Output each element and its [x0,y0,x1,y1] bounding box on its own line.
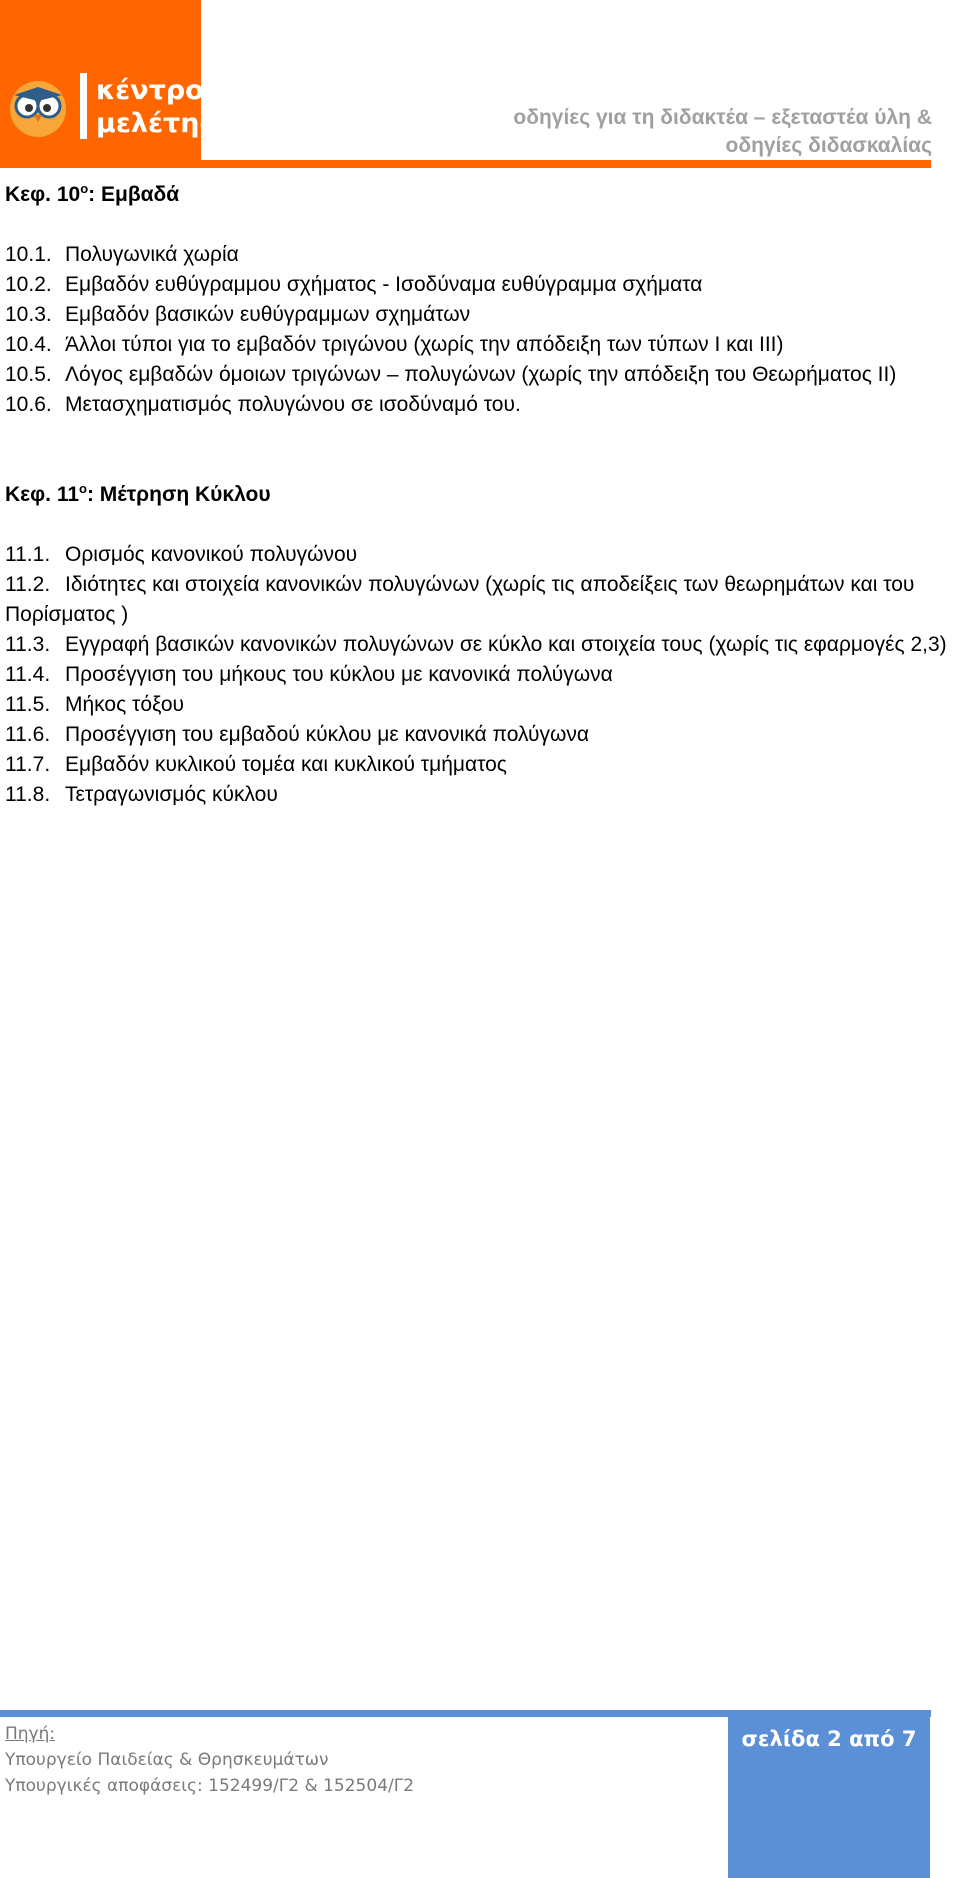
chapter-10-title-sup: ο [80,181,89,196]
item-number: 10.2. [5,273,52,296]
item-number: 10.4. [5,333,52,356]
item-number: 11.5. [5,693,51,716]
header-divider [0,160,931,168]
chapter-11-title-suffix: : Μέτρηση Κύκλου [86,483,271,506]
logo-divider [80,73,87,139]
chapter-10-list [5,240,955,420]
chapter-10-title [5,174,955,210]
item-text: Μετασχηματισμός πολυγώνου σε ισοδύναμό του. [65,393,521,416]
footer-source [5,1721,414,1799]
list-item [5,660,955,690]
item-text: Εμβαδόν κυκλικού τομέα και κυκλικού τμήματος [65,753,507,776]
chapter-11-title [5,474,955,510]
logo-line-1: κέντρο [96,75,204,106]
item-text: Εμβαδόν ευθύγραμμου σχήματος - Ισοδύναμα ευθύγραμμα σχήματα [65,273,703,296]
list-item [5,300,955,330]
list-item [5,630,955,660]
list-item [5,240,955,270]
item-text: Ορισμός κανονικού πολυγώνου [65,543,358,566]
list-item [5,540,955,570]
list-item [5,360,955,390]
chapter-10-title-suffix: : Εμβαδά [88,183,180,206]
chapter-11-title-sup: ο [79,481,87,496]
item-number: 11.8. [5,783,51,806]
item-text: Λόγος εμβαδών όμοιων τριγώνων – πολυγώνων (χωρίς την απόδειξη του Θεωρήματος ΙΙ) [65,363,897,386]
logo-line-2: μελέτης [96,108,216,139]
header-caption-line-1: οδηγίες για τη διδακτέα – εξεταστέα ύλη & [513,106,932,129]
item-number: 11.7. [5,753,51,776]
item-text: Άλλοι τύποι για το εμβαδόν τριγώνου (χωρίς την απόδειξη των τύπων Ι και ΙΙΙ) [65,333,784,356]
list-item [5,330,955,360]
item-text: Τετραγωνισμός κύκλου [65,783,278,806]
item-text: Μήκος τόξου [65,693,185,716]
item-number: 11.6. [5,723,51,746]
page-number-box [728,1717,930,1878]
item-number: 11.2. [5,573,51,596]
document-body [5,174,955,810]
item-number: 10.1. [5,243,52,266]
item-number: 11.1. [5,543,51,566]
list-item [5,780,955,810]
source-label: Πηγή: [5,1724,56,1744]
logo [0,0,216,160]
list-item [5,270,955,300]
logo-text [96,74,215,140]
header-caption [432,104,932,160]
item-text: Προσέγγιση του εμβαδού κύκλου με κανονικά πολύγωνα [65,723,590,746]
list-item [5,690,955,720]
footer-divider [0,1710,931,1717]
chapter-11-title-prefix: Κεφ. 11 [5,483,80,506]
list-item [5,570,955,630]
item-number: 10.3. [5,303,52,326]
list-item [5,750,955,780]
item-number: 11.4. [5,663,51,686]
item-text: Εμβαδόν βασικών ευθύγραμμων σχημάτων [65,303,471,326]
item-text: Προσέγγιση του μήκους του κύκλου με κανονικά πολύγωνα [65,663,613,686]
source-line-1: Υπουργείο Παιδείας & Θρησκευμάτων [5,1750,329,1770]
list-item [5,720,955,750]
item-number: 10.6. [5,393,52,416]
item-number: 10.5. [5,363,52,386]
owl-logo-icon [6,75,70,139]
chapter-10-title-prefix: Κεφ. 10 [5,183,81,206]
chapter-11-list [5,540,955,810]
item-text: Ιδιότητες και στοιχεία κανονικών πολυγώνων (χωρίς τις αποδείξεις των θεωρημάτων και του Πορίσματος ) [5,573,915,626]
page-number: σελίδα 2 από 7 [741,1727,917,1751]
item-number: 11.3. [5,633,51,656]
header-caption-line-2: οδηγίες διδασκαλίας [725,134,932,157]
list-item [5,390,955,420]
item-text: Πολυγωνικά χωρία [65,243,239,266]
item-text: Εγγραφή βασικών κανονικών πολυγώνων σε κύκλο και στοιχεία τους (χωρίς τις εφαρμογές 2,3) [65,633,947,656]
source-line-2: Υπουργικές αποφάσεις: 152499/Γ2 & 152504/Γ2 [5,1776,415,1796]
